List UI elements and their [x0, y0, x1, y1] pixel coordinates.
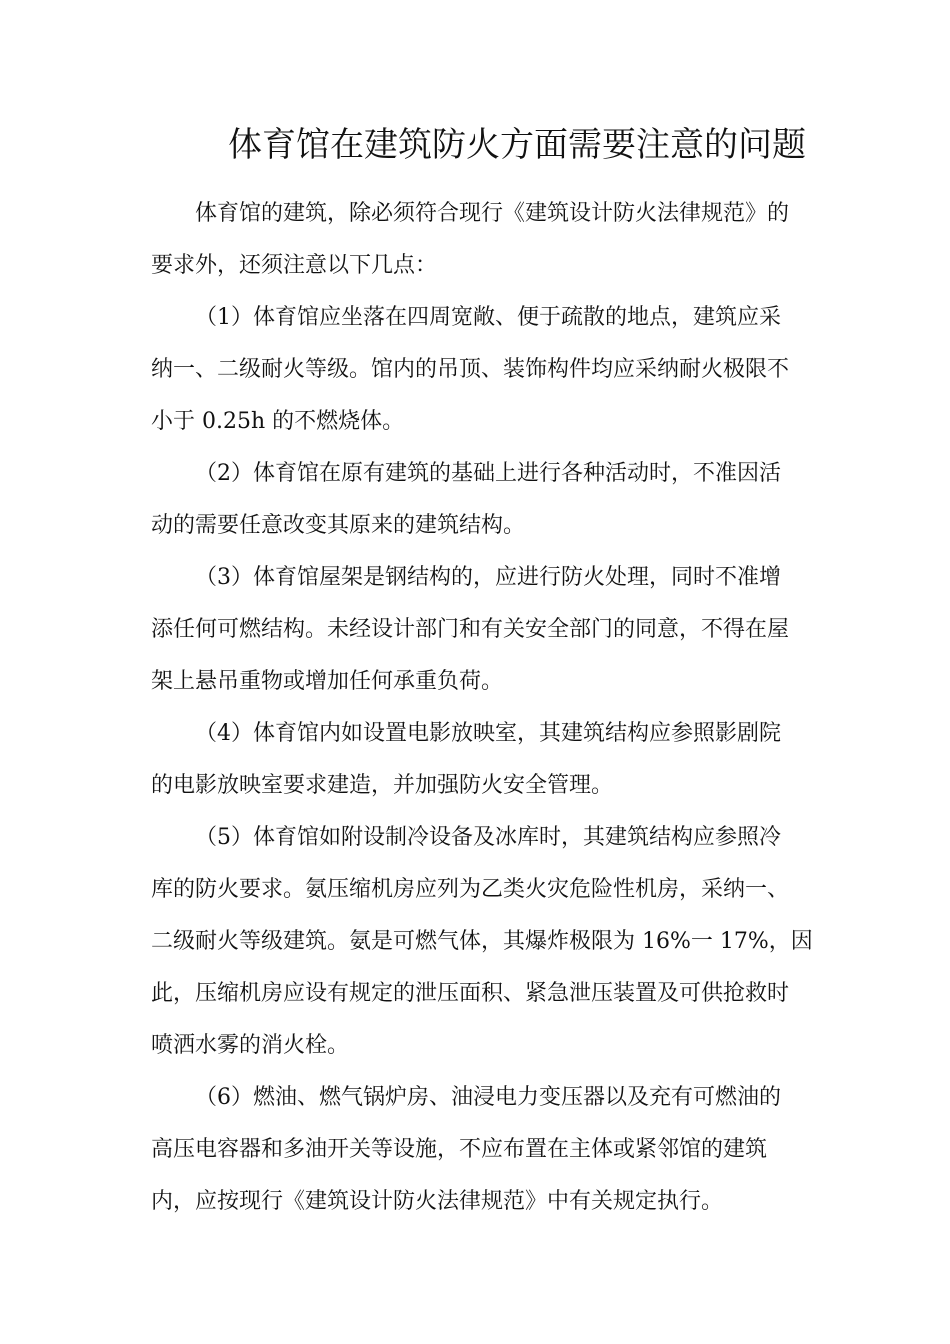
paragraph-line: （5）体育馆如附设制冷设备及冰库时，其建筑结构应参照冷 [195, 825, 781, 850]
paragraph-line: 要求外，还须注意以下几点： [151, 253, 438, 278]
paragraph-line: 内，应按现行《建筑设计防火法律规范》中有关规定执行。 [151, 1189, 724, 1214]
paragraph-line: 此，压缩机房应设有规定的泄压面积、紧急泄压装置及可供抢救时 [151, 981, 790, 1006]
paragraph-line: 库的防火要求。氨压缩机房应列为乙类火灾危险性机房，采纳一、 [151, 877, 790, 902]
paragraph-line: 动的需要任意改变其原来的建筑结构。 [151, 513, 526, 538]
document-title: 体育馆在建筑防火方面需要注意的问题 [228, 125, 806, 165]
paragraph-line: （2）体育馆在原有建筑的基础上进行各种活动时，不准因活 [195, 461, 781, 486]
paragraph-line: 小于 0.25h 的不燃烧体。 [151, 409, 405, 434]
paragraph-line: 体育馆的建筑，除必须符合现行《建筑设计防火法律规范》的 [195, 201, 790, 226]
paragraph-line: 喷洒水雾的消火栓。 [151, 1033, 350, 1058]
paragraph-line: （4）体育馆内如设置电影放映室，其建筑结构应参照影剧院 [195, 721, 781, 746]
paragraph-line: 的电影放映室要求建造，并加强防火安全管理。 [151, 773, 614, 798]
paragraph-line: （6）燃油、燃气锅炉房、油浸电力变压器以及充有可燃油的 [195, 1085, 781, 1110]
paragraph-line: 二级耐火等级建筑。氨是可燃气体，其爆炸极限为 16%一 17%，因 [151, 929, 813, 954]
paragraph-line: 架上悬吊重物或增加任何承重负荷。 [151, 669, 504, 694]
paragraph-line: （1）体育馆应坐落在四周宽敞、便于疏散的地点，建筑应采 [195, 305, 781, 330]
paragraph-line: （3）体育馆屋架是钢结构的，应进行防火处理，同时不准增 [195, 565, 781, 590]
paragraph-line: 纳一、二级耐火等级。馆内的吊顶、装饰构件均应采纳耐火极限不 [151, 357, 790, 382]
paragraph-line: 添任何可燃结构。未经设计部门和有关安全部门的同意，不得在屋 [151, 617, 790, 642]
paragraph-line: 高压电容器和多油开关等设施，不应布置在主体或紧邻馆的建筑 [151, 1137, 768, 1162]
